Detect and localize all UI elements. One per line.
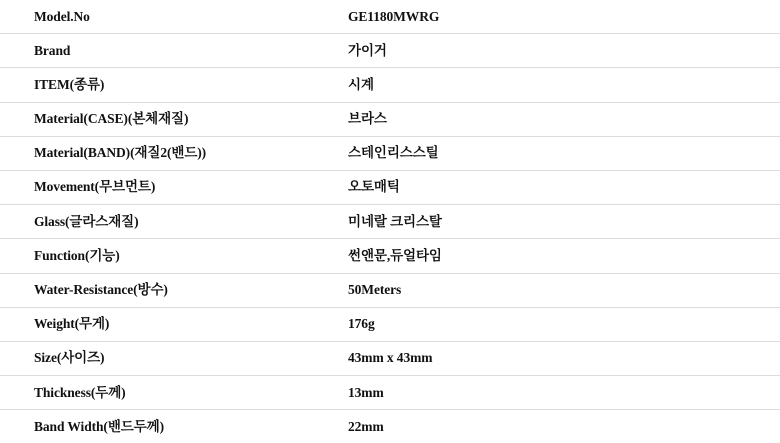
- spec-value: 43mm x 43mm: [339, 341, 780, 375]
- table-row: [0, 0, 780, 34]
- spec-value: 50Meters: [339, 273, 780, 307]
- table-row: [0, 205, 780, 239]
- table-row: [0, 136, 780, 170]
- spec-label: Thickness(두께): [0, 376, 339, 410]
- table-row: [0, 376, 780, 410]
- spec-label: Model.No: [0, 0, 339, 34]
- table-row: [0, 307, 780, 341]
- spec-label: Band Width(밴드두께): [34, 418, 164, 434]
- spec-label: Weight(무게): [0, 307, 339, 341]
- spec-label: Material(BAND)(재질2(밴드)): [0, 136, 339, 170]
- spec-label: Water-Resistance(방수): [0, 273, 339, 307]
- table-row: [0, 102, 780, 136]
- spec-label: Size(사이즈): [0, 341, 339, 375]
- spec-value: 가이거: [339, 34, 780, 68]
- spec-label: Glass(글라스재질): [0, 205, 339, 239]
- spec-label: Movement(무브먼트): [0, 170, 339, 204]
- spec-label: Function(기능): [0, 239, 339, 273]
- table-row: [0, 341, 780, 375]
- spec-label: Material(CASE)(본체재질): [0, 102, 339, 136]
- spec-value: GE1180MWRG: [339, 0, 780, 34]
- spec-value: 스테인리스스틸: [339, 136, 780, 170]
- spec-value: 썬앤문,듀얼타임: [339, 239, 780, 273]
- spec-label: Brand: [0, 34, 339, 68]
- spec-value: 미네랄 크리스탈: [339, 205, 780, 239]
- spec-value: 시계: [339, 68, 780, 102]
- spec-value: 176g: [339, 307, 780, 341]
- table-row: [0, 170, 780, 204]
- table-row: [0, 239, 780, 273]
- spec-label: ITEM(종류): [0, 68, 339, 102]
- table-row: [0, 410, 780, 443]
- spec-value: 오토매틱: [339, 170, 780, 204]
- spec-value: 브라스: [339, 102, 780, 136]
- table-row: [0, 273, 780, 307]
- table-row: [0, 68, 780, 102]
- table-row: [0, 34, 780, 68]
- spec-value: 22mm: [348, 418, 384, 434]
- spec-value: 13mm: [339, 376, 780, 410]
